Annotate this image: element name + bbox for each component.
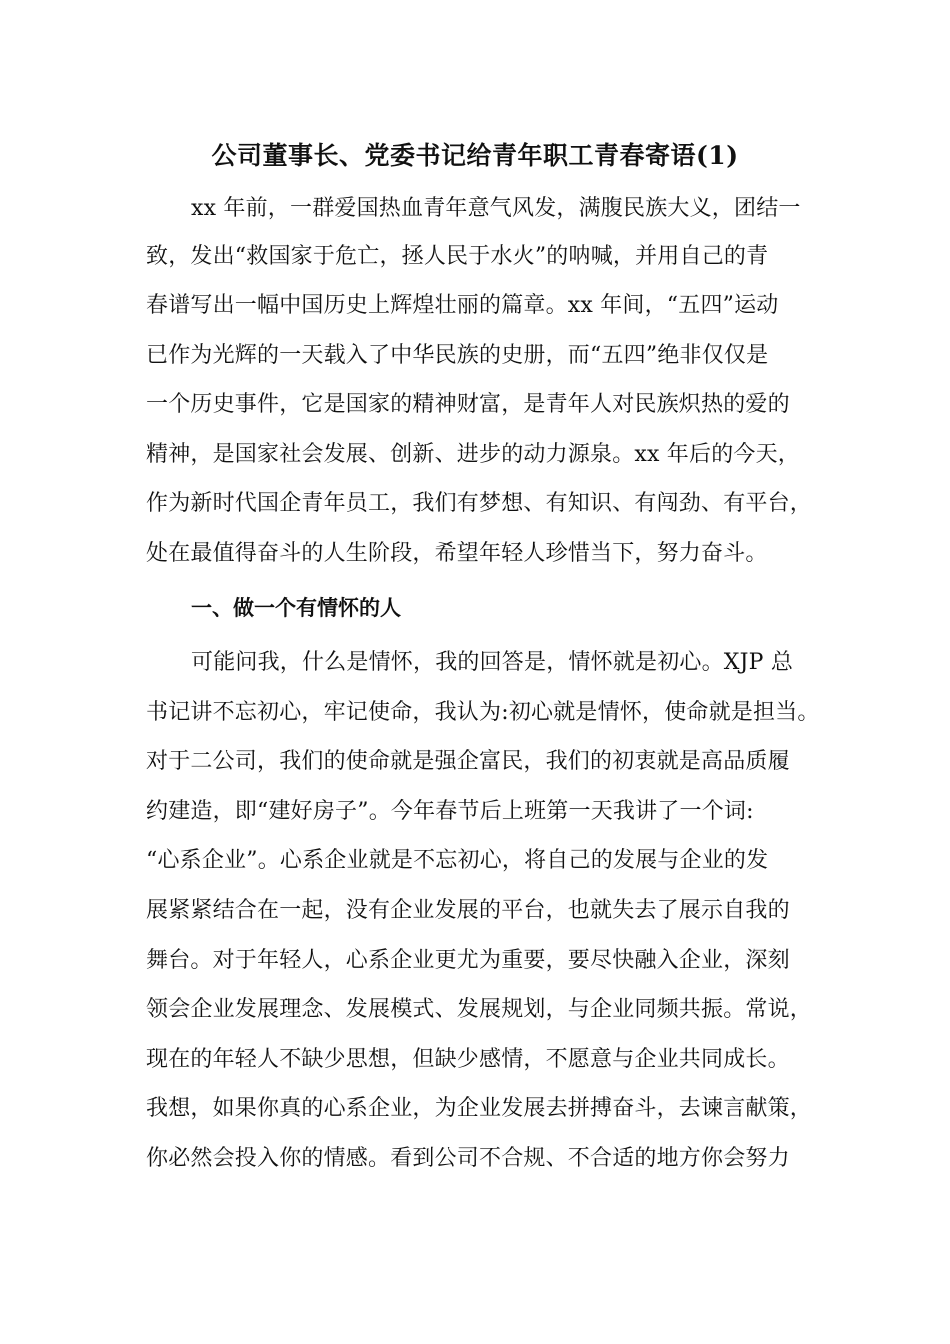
intro-line: 致，发出“救国家于危亡，拯人民于水火”的呐喊，并用自己的青 — [146, 244, 769, 269]
intro-line: 精神，是国家社会发展、创新、进步的动力源泉。xx 年后的今天， — [146, 442, 801, 467]
body-line: 你必然会投入你的情感。看到公司不合规、不合适的地方你会努力 — [146, 1146, 790, 1171]
section-heading: 一、做一个有情怀的人 — [191, 595, 401, 620]
intro-line: 作为新时代国企青年员工，我们有梦想、有知识、有闯劲、有平台， — [146, 491, 813, 516]
intro-line: 春谱写出一幅中国历史上辉煌壮丽的篇章。xx 年间，“五四”运动 — [146, 293, 779, 318]
intro-line: xx 年前，一群爱国热血青年意气风发，满腹民族大义，团结一 — [191, 196, 801, 221]
body-line: 我想，如果你真的心系企业，为企业发展去拼搏奋斗，去谏言献策， — [146, 1096, 813, 1121]
body-line: 现在的年轻人不缺少思想，但缺少感情，不愿意与企业共同成长。 — [146, 1047, 790, 1072]
body-line: 书记讲不忘初心，牢记使命，我认为:初心就是情怀，使命就是担当。 — [146, 700, 820, 725]
body-line: 约建造，即“建好房子”。今年春节后上班第一天我讲了一个词: — [146, 799, 754, 824]
intro-line: 处在最值得奋斗的人生阶段，希望年轻人珍惜当下，努力奋斗。 — [146, 541, 768, 566]
intro-line: 已作为光辉的一天载入了中华民族的史册，而“五四”绝非仅仅是 — [146, 343, 769, 368]
intro-line: 一个历史事件，它是国家的精神财富，是青年人对民族炽热的爱的 — [146, 392, 790, 417]
body-line: 领会企业发展理念、发展模式、发展规划，与企业同频共振。常说， — [146, 997, 813, 1022]
body-line: 对于二公司，我们的使命就是强企富民，我们的初衷就是高品质履 — [146, 749, 790, 774]
body-line: 可能问我，什么是情怀，我的回答是，情怀就是初心。XJP 总 — [191, 650, 794, 675]
document-title: 公司董事长、党委书记给青年职工青春寄语(1) — [211, 141, 739, 170]
body-line: 展紧紧结合在一起，没有企业发展的平台，也就失去了展示自我的 — [146, 898, 790, 923]
body-line: 舞台。对于年轻人，心系企业更尤为重要，要尽快融入企业，深刻 — [146, 948, 790, 973]
body-line: “心系企业”。心系企业就是不忘初心，将自己的发展与企业的发 — [146, 848, 769, 873]
